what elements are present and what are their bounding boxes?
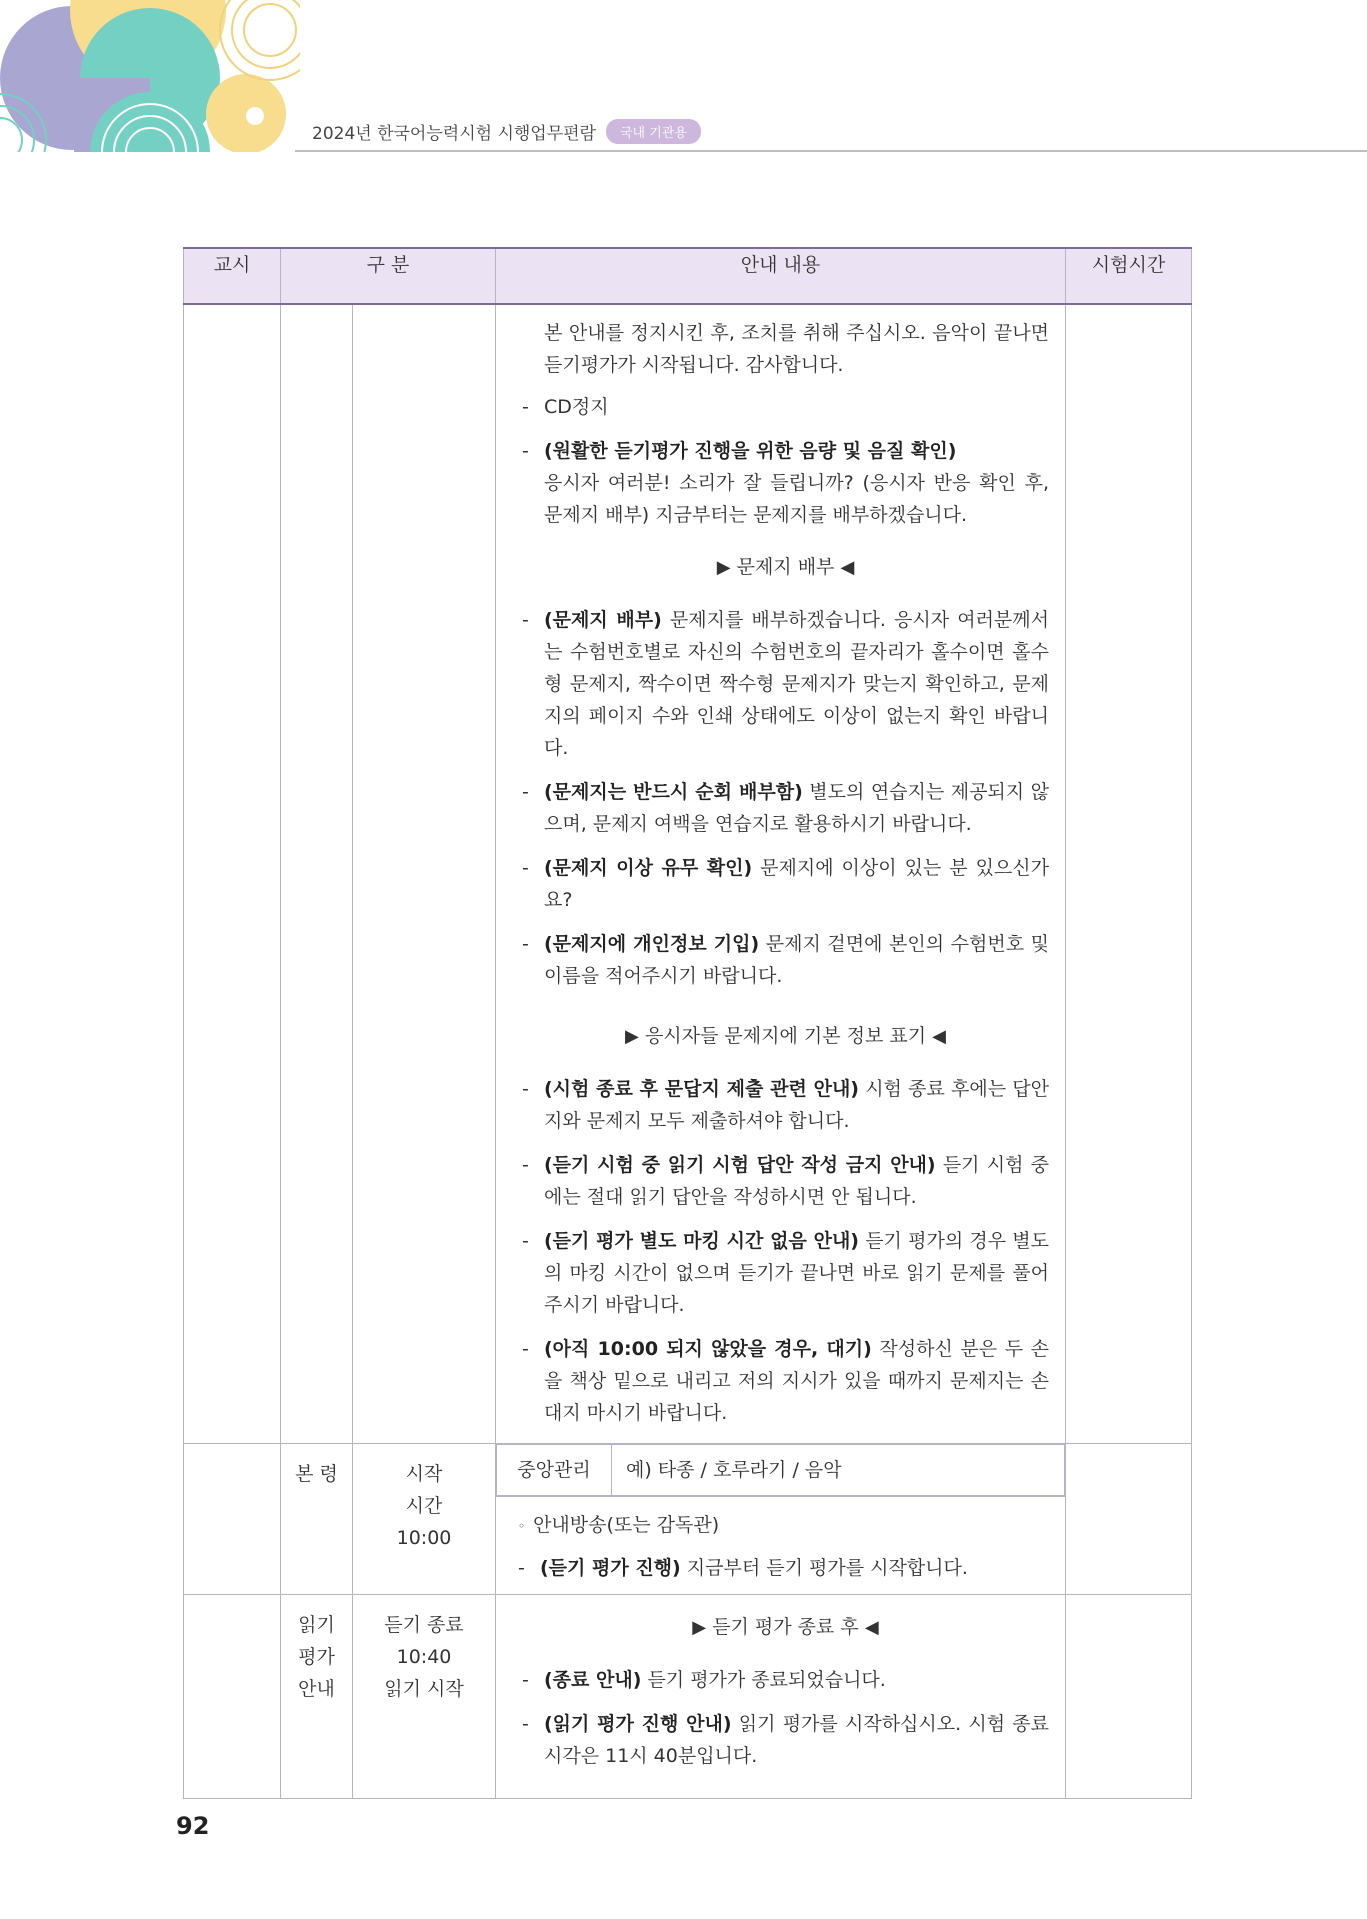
list-item: - (문제지는 반드시 순회 배부함) 별도의 연습지는 제공되지 않으며, 문제지 여백을 연습지로 활용하시기 바랍니다. [522,781,1049,835]
section-title: ▶ 문제지 배부 ◀ [716,556,855,578]
list-item: - (아직 10:00 되지 않았을 경우, 대기) 작성하신 분은 두 손을 책상 밑으로 내리고 저의 지시가 있을 때까지 문제지는 손대지 마시기 바랍니다. [522,1338,1049,1424]
list-item: - (시험 종료 후 문답지 제출 관련 안내) 시험 종료 후에는 답안지와 문제지 모두 제출하셔야 합니다. [522,1078,1049,1132]
list-item: - (문제지에 개인정보 기입) 문제지 겉면에 본인의 수험번호 및 이름을 적어주시기 바랍니다. [522,933,1050,987]
subcategory-cell: 듣기 종료 10:40 읽기 시작 [353,1594,496,1798]
document-title: 2024년 한국어능력시험 시행업무편람 [312,124,596,144]
header-divider [295,150,1367,152]
triangle-right-icon: ▶ [692,1616,707,1638]
period-cell [184,1444,281,1595]
category-cell: 읽기 평가 안내 [281,1594,353,1798]
subcategory-cell [353,304,496,1444]
header-category: 구 분 [281,248,496,304]
central-label: 중앙관리 [497,1445,612,1496]
triangle-left-icon: ◀ [864,1616,879,1638]
header-period: 교시 [184,248,281,304]
guide-table [183,247,1192,1799]
table-header-row [184,248,1192,304]
list-item: - (듣기 평가 별도 마킹 시간 없음 안내) 듣기 평가의 경우 별도의 마킹 시간이 없으며 듣기가 끝나면 바로 읽기 문제를 풀어주시기 바랍니다. [522,1230,1049,1316]
header-decoration [0,0,300,152]
continuation-text: 본 안내를 정지시킨 후, 조치를 취해 주십시오. 음악이 끝나면 듣기평가가 시작됩니다. 감사합니다. [544,322,1049,376]
subcategory-cell: 시작 시간 10:00 [353,1444,496,1595]
instruction-cell [496,304,1066,1444]
table-row [184,1594,1192,1798]
category-cell [281,304,353,1444]
section-title: ▶ 듣기 평가 종료 후 ◀ [692,1615,879,1638]
institution-badge: 국내 기관용 [606,119,701,144]
triangle-left-icon: ◀ [840,557,855,578]
central-example: 예) 타종 / 호루라기 / 음악 [612,1445,1065,1496]
header-time: 시험시간 [1066,248,1192,304]
triangle-left-icon: ◀ [932,1026,946,1047]
period-cell [184,1594,281,1798]
header-title-bar [312,119,701,144]
time-cell [1066,304,1192,1444]
list-item: - (문제지 이상 유무 확인) 문제지에 이상이 있는 분 있으신가요? [522,857,1049,911]
table-row [184,304,1192,1444]
bullet-icon: ◦ [518,1518,526,1533]
list-item: - (문제지 배부) 문제지를 배부하겠습니다. 응시자 여러분께서는 수험번호별로 자신의 수험번호의 끝자리가 홀수이면 홀수형 문제지, 짝수이면 짝수형 문제지가 맞는지 확인하고, 문제지의 페이지 수와 인쇄 상태에도 이상이 없는지 확인 바랍니다. [522,609,1049,759]
header-content: 안내 내용 [496,248,1066,304]
page-number: 92 [176,1812,210,1840]
period-cell [184,304,281,1444]
time-cell [1066,1444,1192,1595]
list-item: - CD정지 [522,396,609,418]
list-item: - (읽기 평가 진행 안내) 읽기 평가를 시작하십시오. 시험 종료 시각은 11시 40분입니다. [522,1712,1050,1767]
broadcast-block [496,1496,1065,1594]
list-item: - (원활한 듣기평가 진행을 위한 음량 및 음질 확인) 응시자 여러분! 소리가 잘 들립니까? (응시자 반응 확인 후, 문제지 배부) 지금부터는 문제지를 배부하겠습니다. [522,440,1049,526]
list-item: ◦ 안내방송(또는 감독관) [518,1514,720,1536]
category-cell: 본 령 [281,1444,353,1595]
list-item: - (듣기 평가 진행) 지금부터 듣기 평가를 시작합니다. [518,1556,968,1579]
instruction-cell [496,1444,1066,1595]
triangle-right-icon: ▶ [625,1026,639,1047]
central-control-row [496,1444,1065,1496]
table-row [184,1444,1192,1595]
instruction-cell [496,1594,1066,1798]
triangle-right-icon: ▶ [716,557,731,578]
list-item: - (듣기 시험 중 읽기 시험 답안 작성 금지 안내) 듣기 시험 중에는 절대 읽기 답안을 작성하시면 안 됩니다. [522,1154,1049,1208]
list-item: - (종료 안내) 듣기 평가가 종료되었습니다. [522,1668,886,1691]
time-cell [1066,1594,1192,1798]
section-title: ▶ 응시자들 문제지에 기본 정보 표기 ◀ [625,1025,946,1047]
